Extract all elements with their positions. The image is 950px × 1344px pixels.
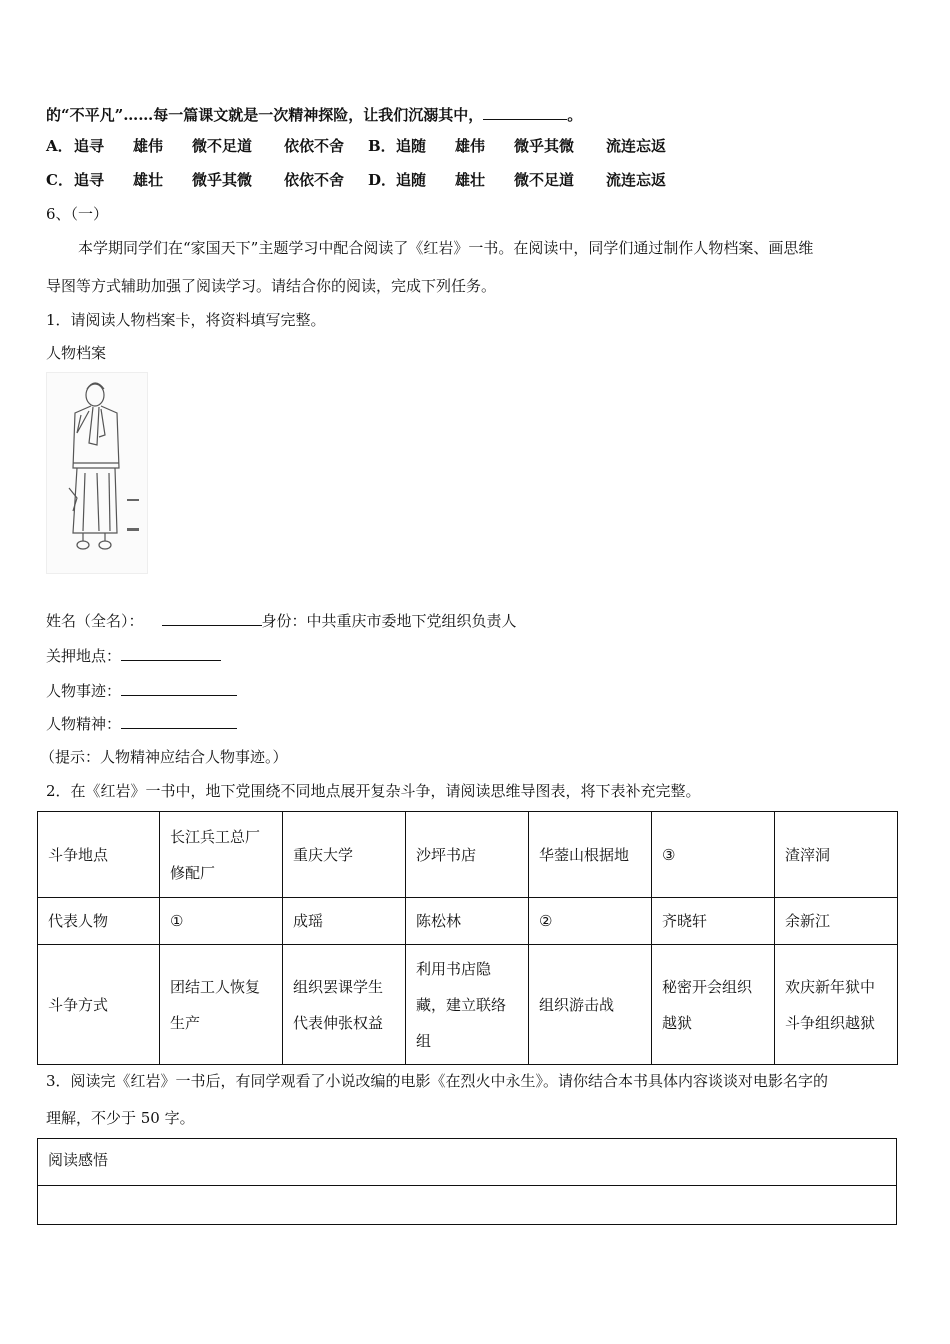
reading-answer-area[interactable]: [38, 1186, 897, 1225]
option-d-word: 雄壮: [455, 171, 486, 189]
identity-text: 身份：中共重庆市委地下党组织负责人: [261, 612, 517, 630]
option-a-word: 追寻: [74, 137, 105, 155]
passage-line-1: 本学期同学们在“家国天下”主题学习中配合阅读了《红岩》一书。在阅读中，同学们通过制作人物档案、画思维: [78, 239, 814, 257]
section-number: 6、（一）: [46, 205, 109, 223]
table-cell: 组织罢课学生代表伸张权益: [283, 945, 406, 1065]
option-d-label[interactable]: D．: [368, 171, 397, 189]
table-cell: 华蓥山根据地: [529, 812, 652, 898]
option-a-word: 雄伟: [133, 137, 164, 155]
table-row: [38, 812, 898, 898]
spirit-blank[interactable]: [121, 713, 237, 729]
character-portrait: [46, 372, 148, 574]
table-cell: 长江兵工总厂修配厂: [160, 812, 283, 898]
table-row: [38, 1186, 897, 1225]
name-label: 姓名（全名）：: [46, 612, 144, 630]
field-name: [46, 610, 517, 631]
table-cell: 秘密开会组织越狱: [652, 945, 775, 1065]
table-cell: 组织游击战: [529, 945, 652, 1065]
option-b-label[interactable]: B．: [368, 137, 396, 155]
passage-line-2: 导图等方式辅助加强了阅读学习。请结合你的阅读，完成下列任务。: [46, 277, 497, 295]
table-cell: 余新江: [775, 898, 898, 945]
table-cell: 陈松林: [406, 898, 529, 945]
table-row: [38, 945, 898, 1065]
table-cell[interactable]: ②: [529, 898, 652, 945]
option-a-word: 微不足道: [192, 137, 253, 155]
option-a-label[interactable]: A．: [46, 137, 73, 155]
question-3-line-2: 理解，不少于 50 字。: [46, 1109, 195, 1127]
intro-blank[interactable]: [483, 104, 567, 120]
table-cell: 渣滓洞: [775, 812, 898, 898]
option-b-word: 雄伟: [455, 137, 486, 155]
table-cell: 利用书店隐藏，建立联络组: [406, 945, 529, 1065]
reading-response-box: [37, 1138, 897, 1225]
option-d-word: 微不足道: [514, 171, 575, 189]
option-c-word: 微乎其微: [192, 171, 253, 189]
table-cell: 欢庆新年狱中斗争组织越狱: [775, 945, 898, 1065]
intro-line: [46, 104, 582, 125]
table-row: [38, 898, 898, 945]
table-cell: 代表人物: [38, 898, 160, 945]
option-row-cd: [46, 170, 666, 190]
question-2: 2．在《红岩》一书中，地下党围绕不同地点展开复杂斗争，请阅读思维导图表，将下表补充完整。: [46, 782, 701, 800]
table-cell: 重庆大学: [283, 812, 406, 898]
option-b-word: 微乎其微: [514, 137, 575, 155]
spirit-label: 人物精神：: [46, 715, 122, 733]
hint-text: （提示：人物精神应结合人物事迹。）: [40, 748, 288, 766]
deeds-blank[interactable]: [121, 680, 237, 696]
deeds-label: 人物事迹：: [46, 682, 122, 700]
option-c-word: 追寻: [74, 171, 105, 189]
option-a-word: 依依不舍: [284, 137, 345, 155]
option-c-word: 雄壮: [133, 171, 164, 189]
table-cell: 成瑶: [283, 898, 406, 945]
intro-text: 的“不平凡”……每一篇课文就是一次精神探险，让我们沉溺其中，: [46, 106, 484, 124]
option-b-word: 追随: [396, 137, 427, 155]
field-spirit: [46, 713, 237, 734]
option-c-word: 依依不舍: [284, 171, 345, 189]
archive-title: 人物档案: [46, 344, 107, 362]
name-blank[interactable]: [162, 610, 262, 626]
place-blank[interactable]: [121, 645, 221, 661]
table-cell[interactable]: ①: [160, 898, 283, 945]
option-b-word: 流连忘返: [606, 137, 667, 155]
table-cell: 沙坪书店: [406, 812, 529, 898]
question-3-line-1: 3．阅读完《红岩》一书后，有同学观看了小说改编的电影《在烈火中永生》。请你结合本书具体内容谈谈对电影名字的: [46, 1072, 829, 1090]
intro-end: 。: [567, 106, 583, 124]
table-cell: 团结工人恢复生产: [160, 945, 283, 1065]
person-sketch-icon: [47, 373, 147, 573]
reading-box-title: 阅读感悟: [38, 1139, 897, 1186]
table-cell[interactable]: ③: [652, 812, 775, 898]
table-row: [38, 1139, 897, 1186]
field-deeds: [46, 680, 237, 701]
question-1: 1．请阅读人物档案卡，将资料填写完整。: [46, 311, 326, 329]
option-c-label[interactable]: C．: [46, 171, 73, 189]
option-d-word: 追随: [396, 171, 427, 189]
table-cell: 齐晓轩: [652, 898, 775, 945]
table-cell: 斗争方式: [38, 945, 160, 1065]
table-cell: 斗争地点: [38, 812, 160, 898]
option-row-ab: [46, 136, 666, 156]
field-place: [46, 645, 221, 666]
option-d-word: 流连忘返: [606, 171, 667, 189]
place-label: 关押地点：: [46, 647, 122, 665]
struggle-table: [37, 811, 898, 1065]
